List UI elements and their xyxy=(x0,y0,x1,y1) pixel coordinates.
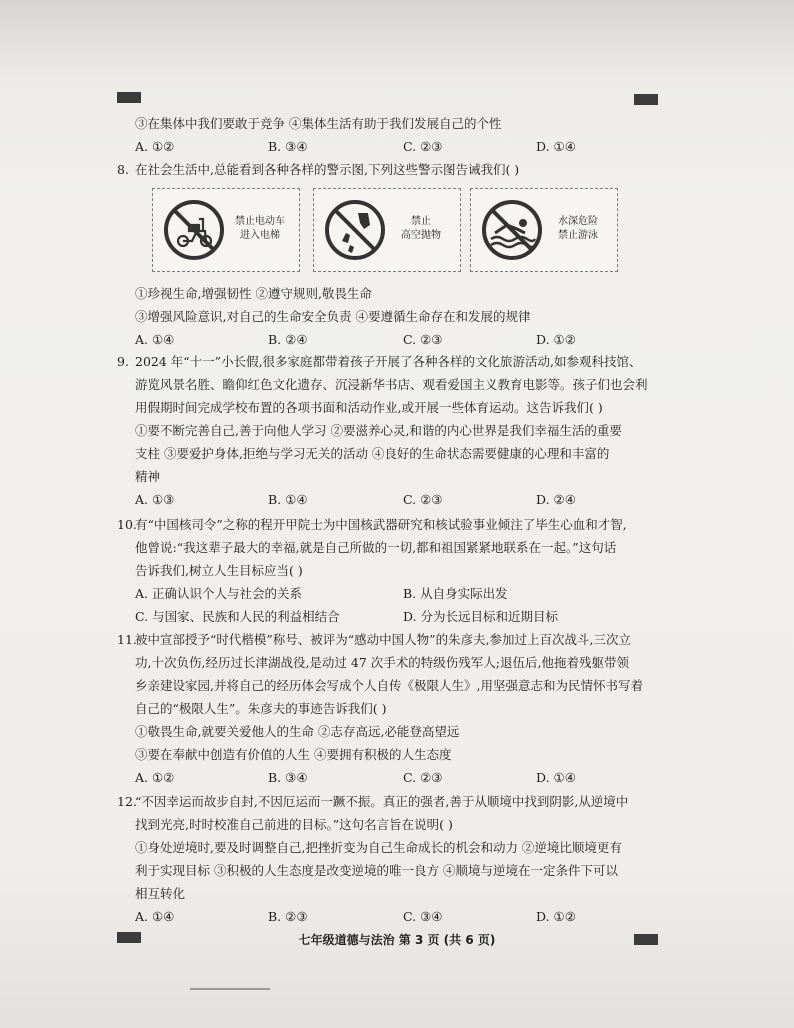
q12-option-b: B. ②③ xyxy=(268,909,308,924)
q11-statement-line-1: ①敬畏生命,就要关爱他人的生命 ②志存高远,必能登高望远 xyxy=(135,724,460,739)
q10-option-c: C. 与国家、民族和人民的利益相结合 xyxy=(135,609,340,624)
q9-line-1: 2024 年“十一”小长假,很多家庭都带着孩子开展了各种各样的文化旅游活动,如参观科技馆、 xyxy=(135,354,642,369)
q12-option-c: C. ③④ xyxy=(403,909,443,924)
q12-line-5: 相互转化 xyxy=(135,886,186,901)
warning-sign-swimming xyxy=(470,188,618,272)
q11-line-4: 自己的“极限人生”。朱彦夫的事迹告诉我们( ) xyxy=(135,701,387,716)
scan-edge-mark xyxy=(190,988,270,990)
q10-number: 10. xyxy=(117,517,137,532)
q9-line-4: ①要不断完善自己,善于向他人学习 ②要滋养心灵,和谐的内心世界是我们幸福生活的重要 xyxy=(135,423,622,438)
q12-line-4: 利于实现目标 ③积极的人生态度是改变逆境的唯一良方 ④顺境与逆境在一定条件下可以 xyxy=(135,863,618,878)
q11-number: 11. xyxy=(117,632,137,647)
q11-line-1: 被中宣部授予“时代楷模”称号、被评为“感动中国人物”的朱彦夫,参加过上百次战斗,三次立 xyxy=(135,632,632,647)
sign-text-swimming: 水深危险 禁止游泳 xyxy=(558,216,598,241)
q10-line-1: 有“中国核司令”之称的程开甲院士为中国核武器研究和核试验事业倾注了毕生心血和才智, xyxy=(135,517,627,532)
q8-option-a: A. ①④ xyxy=(135,332,175,347)
q12-line-1: “不因幸运而故步自封,不因厄运而一蹶不振。真正的强者,善于从顺境中找到阴影,从逆境中 xyxy=(135,794,629,809)
q10-line-3: 告诉我们,树立人生目标应当( ) xyxy=(135,563,303,578)
q9-line-2: 游览风景名胜、瞻仰红色文化遗存、沉浸新华书店、观看爱国主义教育电影等。孩子们也会利 xyxy=(135,377,648,392)
q11-option-c: C. ②③ xyxy=(403,770,443,785)
q9-option-b: B. ①④ xyxy=(268,492,308,507)
q7-statement-line: ③在集体中我们要敢于竞争 ④集体生活有助于我们发展自己的个性 xyxy=(135,116,502,131)
q11-line-3: 乡亲建设家园,并将自己的经历体会写成个人自传《极限人生》,用坚强意志和为民情怀书写着 xyxy=(135,678,643,693)
no-e-scooter-icon xyxy=(159,195,229,265)
q11-option-b: B. ③④ xyxy=(268,770,308,785)
q8-option-c: C. ②③ xyxy=(403,332,443,347)
q11-statement-line-2: ③要在奉献中创造有价值的人生 ④要拥有积极的人生态度 xyxy=(135,747,452,762)
q7-option-b: B. ③④ xyxy=(268,139,308,154)
q10-line-2: 他曾说:“我这辈子最大的幸福,就是自己所做的一切,都和祖国紧紧地联系在一起。”这句话 xyxy=(135,540,617,555)
q9-option-c: C. ②③ xyxy=(403,492,443,507)
q8-stem: 在社会生活中,总能看到各种各样的警示图,下列这些警示图告诫我们( ) xyxy=(135,162,520,177)
q11-option-d: D. ①④ xyxy=(536,770,576,785)
q9-line-5: 支柱 ③要爱护身体,拒绝与学习无关的活动 ④良好的生命状态需要健康的心理和丰富的 xyxy=(135,446,610,461)
q12-number: 12. xyxy=(117,794,137,809)
page-footer: 七年级道德与法治 第 3 页 (共 6 页) xyxy=(298,933,496,947)
q10-option-d: D. 分为长远目标和近期目标 xyxy=(403,609,559,624)
q12-option-d: D. ①② xyxy=(536,909,576,924)
q8-statement-line-1: ①珍视生命,增强韧性 ②遵守规则,敬畏生命 xyxy=(135,286,372,301)
q8-statement-line-2: ③增强风险意识,对自己的生命安全负责 ④要遵循生命存在和发展的规律 xyxy=(135,309,531,324)
q12-option-a: A. ①④ xyxy=(135,909,175,924)
q11-line-2: 功,十次负伤,经历过长津湖战役,是动过 47 次手术的特级伤残军人;退伍后,他拖着残躯带领 xyxy=(135,655,629,670)
sign-text-throwing: 禁止 高空抛物 xyxy=(401,216,441,241)
q12-line-3: ①身处逆境时,要及时调整自己,把挫折变为自己生命成长的机会和动力 ②逆境比顺境更有 xyxy=(135,840,622,855)
q8-option-b: B. ②④ xyxy=(268,332,308,347)
no-throwing-icon xyxy=(320,195,390,265)
q8-number: 8. xyxy=(117,162,129,177)
warning-signs-row xyxy=(152,188,616,272)
q9-option-d: D. ②④ xyxy=(536,492,576,507)
q7-option-d: D. ①④ xyxy=(536,139,576,154)
no-swimming-icon xyxy=(477,195,547,265)
q9-option-a: A. ①③ xyxy=(135,492,175,507)
q10-option-b: B. 从自身实际出发 xyxy=(403,586,508,601)
q9-line-3: 用假期时间完成学校布置的各项书面和活动作业,或开展一些体育运动。这告诉我们( ) xyxy=(135,400,603,415)
q9-line-6: 精神 xyxy=(135,469,161,484)
warning-sign-throwing xyxy=(313,188,461,272)
q9-number: 9. xyxy=(117,354,129,369)
q12-line-2: 找到光亮,时时校准自己前进的目标。”这句名言旨在说明( ) xyxy=(135,817,453,832)
sign-text-e-scooter: 禁止电动车 进入电梯 xyxy=(235,216,285,241)
q8-option-d: D. ①② xyxy=(536,332,576,347)
q7-option-c: C. ②③ xyxy=(403,139,443,154)
q7-option-a: A. ①② xyxy=(135,139,175,154)
q10-option-a: A. 正确认识个人与社会的关系 xyxy=(135,586,302,601)
warning-sign-e-scooter xyxy=(152,188,300,272)
q11-option-a: A. ①② xyxy=(135,770,175,785)
